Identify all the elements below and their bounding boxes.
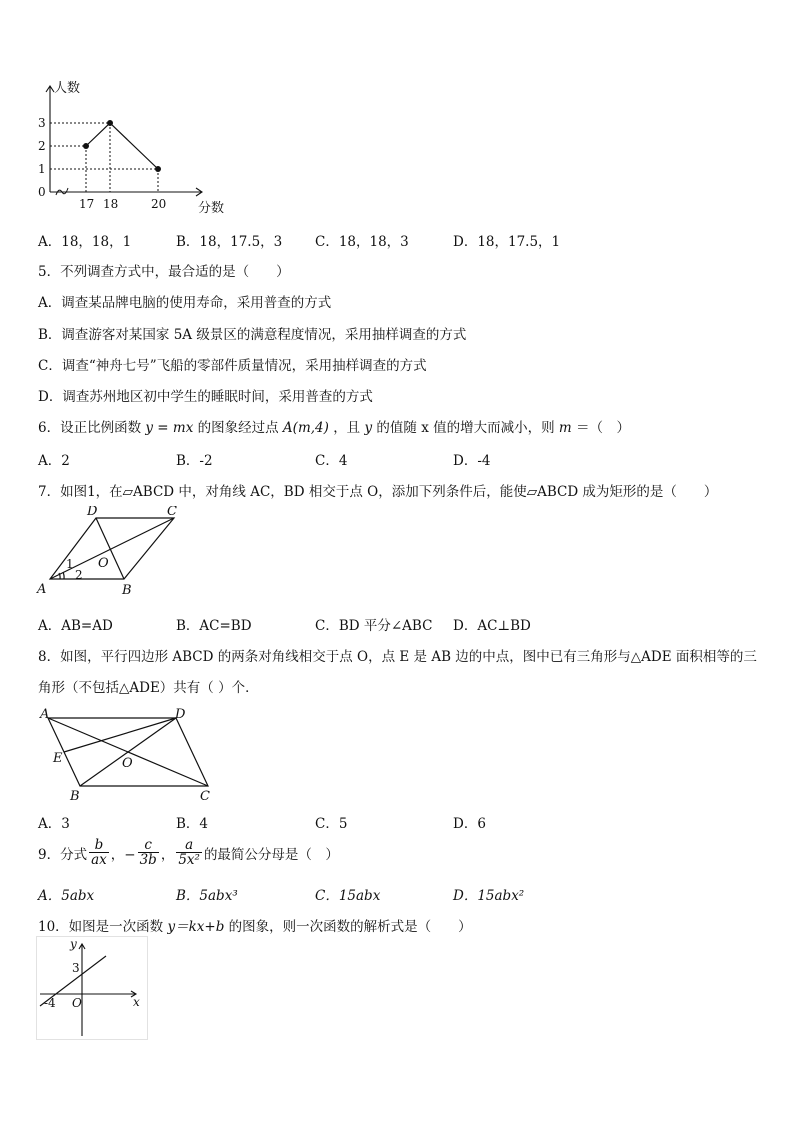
- q8-label-c: C: [200, 789, 210, 802]
- q9-fraction-2-numerator: c: [138, 838, 159, 853]
- q4-x-tick-label: 20: [151, 197, 167, 211]
- q6-stem: [38, 416, 630, 436]
- q4-option-c[interactable]: C．18，18，3: [315, 234, 409, 250]
- q10-linear-function-graph: [36, 936, 148, 1040]
- q4-y-tick-label: 2: [38, 139, 46, 153]
- q9-stem: [38, 838, 339, 867]
- q9-option-d[interactable]: D．15abx²: [453, 888, 525, 904]
- q6-m-var: m: [558, 420, 572, 436]
- q10-x-intercept-label: -4: [44, 996, 56, 1010]
- q9-separator-1: ，−: [110, 846, 136, 863]
- q10-stem: [38, 915, 472, 935]
- q4-line-chart: [30, 78, 240, 218]
- q7-angle-1: 1: [66, 557, 74, 571]
- q7-option-a[interactable]: A．AB=AD: [38, 618, 113, 634]
- q4-x-tick-label: 17: [79, 197, 95, 211]
- q7-label-d: D: [87, 506, 98, 519]
- q8-label-b: B: [70, 789, 80, 802]
- q4-x-tick-label: 18: [103, 197, 119, 211]
- q4-option-b[interactable]: B．18，17.5，3: [176, 234, 283, 250]
- q4-axis-break: [56, 188, 68, 195]
- q5-stem: 5．不列调查方式中，最合适的是（ ）: [38, 264, 290, 280]
- q7-option-b[interactable]: B．AC=BD: [176, 618, 252, 634]
- q5-option-a[interactable]: A．调查某品牌电脑的使用寿命，采用普查的方式: [38, 295, 332, 311]
- q9-option-b[interactable]: B．5abx³: [176, 888, 238, 904]
- q4-option-d[interactable]: D．18，17.5，1: [453, 234, 561, 250]
- q10-text-post: 的图象，则一次函数的解析式是（ ）: [228, 919, 472, 935]
- q6-text-2: ，且: [333, 420, 361, 436]
- q8-option-b[interactable]: B．4: [176, 816, 209, 832]
- q4-data-point: [83, 143, 89, 149]
- q7-parallelogram-figure: [34, 506, 194, 600]
- q9-option-c[interactable]: C．15abx: [315, 888, 381, 904]
- q7-label-b: B: [122, 583, 132, 598]
- q8-option-c[interactable]: C．5: [315, 816, 348, 832]
- q7-angle-2: 2: [75, 568, 83, 582]
- q7-option-c[interactable]: C．BD 平分∠ABC: [315, 618, 433, 634]
- q4-series-line: [86, 123, 158, 169]
- q9-fraction-1-numerator: b: [89, 838, 109, 853]
- q8-label-e: E: [53, 751, 63, 766]
- q8-option-a[interactable]: A．3: [38, 816, 70, 832]
- q9-fraction-2: [138, 838, 159, 867]
- q6-text-1: 的图象经过点: [197, 420, 279, 436]
- q6-function: y = mx: [145, 420, 194, 436]
- q4-chart-plot: [38, 80, 224, 216]
- q7-label-a: A: [37, 582, 47, 597]
- q9-option-a[interactable]: A．5abx: [38, 888, 95, 904]
- q10-origin-label: O: [72, 996, 82, 1010]
- q8-stem-line-2: 角形（不包括△ADE）共有（ ）个．: [38, 680, 259, 696]
- q4-y-tick-label: 3: [38, 116, 46, 130]
- q9-number: 9．分式: [38, 846, 88, 863]
- q7-label-c: C: [167, 506, 177, 519]
- q4-data-point: [107, 120, 113, 126]
- q9-fraction-1: [89, 838, 109, 867]
- q8-option-d[interactable]: D．6: [453, 816, 486, 832]
- q10-y-axis-label: y: [70, 937, 77, 951]
- q6-text-end: ＝（ ）: [576, 420, 631, 436]
- q4-x-axis-label: 分数: [198, 201, 225, 216]
- q6-point: A(m,4): [282, 420, 329, 436]
- q9-fraction-3-numerator: a: [176, 838, 202, 853]
- q8-parallelogram-figure: [36, 704, 216, 802]
- q6-option-d[interactable]: D．-4: [453, 453, 491, 469]
- q5-option-c[interactable]: C．调查“神舟七号”飞船的零部件质量情况，采用抽样调查的方式: [38, 358, 427, 374]
- q10-x-axis-label: x: [133, 995, 140, 1009]
- q5-option-b[interactable]: B．调查游客对某国家 5A 级景区的满意程度情况，采用抽样调查的方式: [38, 327, 467, 343]
- q9-fraction-2-denominator: 3b: [139, 852, 157, 868]
- q9-fraction-3-denominator: 5x²: [178, 852, 200, 868]
- q6-option-a[interactable]: A．2: [38, 453, 70, 469]
- q9-fraction-3: [176, 838, 202, 867]
- q6-option-b[interactable]: B．-2: [176, 453, 213, 469]
- q10-function: y＝kx+b: [167, 919, 225, 935]
- q5-option-d[interactable]: D．调查苏州地区初中学生的睡眠时间，采用普查的方式: [38, 389, 373, 405]
- q4-option-a[interactable]: A．18，18，1: [38, 234, 132, 250]
- q8-label-a: A: [40, 707, 50, 722]
- q9-fraction-1-denominator: ax: [91, 852, 107, 868]
- q8-label-d: D: [175, 707, 186, 722]
- q4-y-axis-label: 人数: [54, 81, 81, 96]
- q8-stem-line-1: 8．如图，平行四边形 ABCD 的两条对角线相交于点 O，点 E 是 AB 边的中点，图中已有三角形与△ADE 面积相等的三: [38, 649, 757, 665]
- q7-stem: 7．如图1，在▱ABCD 中，对角线 AC，BD 相交于点 O，添加下列条件后，能使▱ABCD 成为矩形的是（ ）: [38, 484, 718, 500]
- q6-y-var: y: [364, 420, 373, 436]
- q4-data-point: [155, 166, 161, 172]
- q8-label-o: O: [122, 756, 133, 771]
- q10-y-intercept-label: 3: [72, 961, 80, 975]
- q7-option-d[interactable]: D．AC⊥BD: [453, 618, 531, 634]
- q10-text-pre: 10．如图是一次函数: [38, 919, 164, 935]
- q9-separator-2: ，: [160, 846, 175, 863]
- q6-text-3: 的值随 x 值的增大而减小，则: [376, 420, 555, 436]
- q6-number: 6．设正比例函数: [38, 420, 142, 436]
- q9-text-end: 的最简公分母是（ ）: [203, 846, 339, 863]
- q6-option-c[interactable]: C．4: [315, 453, 348, 469]
- q4-y-tick-label: 1: [38, 162, 46, 176]
- q4-origin-label: 0: [38, 185, 46, 199]
- q7-label-o: O: [98, 556, 109, 571]
